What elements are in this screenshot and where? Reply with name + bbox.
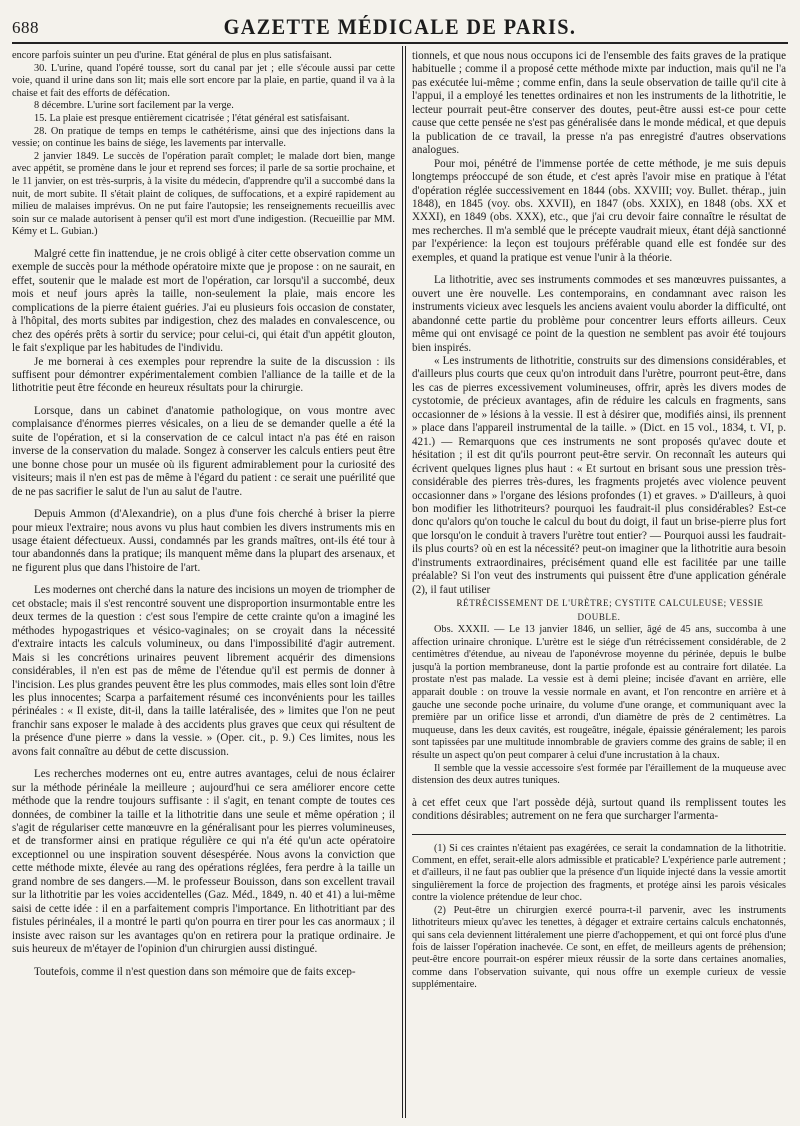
page-header	[12, 12, 788, 40]
left-column	[12, 50, 395, 1120]
page-number: 688	[12, 18, 39, 37]
left-column-paragraph: 2 janvier 1849. Le succès de l'opération paraît complet; le malade dort bien, mange avec appétit, se promène dans le jour et reprend ses forces; il parle de sa sortie prochaine, et le 11 janvier, on est très-surpris, à la visite du médecin, d'apprendre qu'il a succombé dans la nuit, de mort subite. Il s'était plaint de coliques, de suffocations, et a expiré rapidement au milieu de malaises imprévus. On ne put faire l'autopsie; les renseignements recueillis avec soin sur ce malade autorisent à penser qu'il est mort d'une indigestion. (Recueillie par MM. Kémy et L. Gubian.)	[12, 150, 395, 238]
left-column-paragraph: encore parfois suinter un peu d'urine. État général de plus en plus satisfaisant.	[12, 50, 332, 61]
left-column-paragraph: 30. L'urine, quand l'opéré tousse, sort du canal par jet ; elle s'écoule aussi par cette voie, quand il urine dans son lit; mais elle sort encore par la plaie, en partie, quand il va à la chaise et fait des efforts de défécation.	[12, 62, 395, 99]
left-column-paragraph: Lorsque, dans un cabinet d'anatomie pathologique, on vous montre avec complaisance d'énormes pierres vésicales, on a lieu de se demander quelle a été la suite de l'opération, et si la conservation de ce calcul intact n'a pas été en raison inverse de la conservation du malade. Songez à conserver les calculs entiers peut être une bonne chose pour un musée où ils figurent admirablement pour la curiosité des visiteurs; mais il n'en est pas de même à l'égard du patient : ce serait une puérilité que de ne pas sacrifier le salut de l'un au salut de l'autre.	[12, 404, 395, 498]
footnote-rule	[412, 834, 786, 835]
right-column-body	[412, 50, 786, 824]
right-column-paragraph: à cet effet ceux que l'art possède déjà, surtout quand ils remplissent toutes les conditions désirables; autrement on ne fera que surcharger l'armenta-	[412, 796, 786, 823]
footnote: (2) Peut-être un chirurgien exercé pourra-t-il parvenir, avec les instruments lithotriteurs mieux qu'avec les tenettes, à dégager et extraire certains calculs enchatonnés, qui sans cela deviennent littéralement une pierre d'achoppement, et qui ont forcé plus d'une fois de laisser l'opération inachevée. Ce sont, en effet, de meilleurs agents de préhension; peut-être encore pourrait-on espérer mieux réussir de la sorte dans certaines anomalies, comme dans l'observation suivante, qui nous offre un exemple curieux de vessie supplémentaire.	[412, 904, 786, 991]
right-column-paragraph: tionnels, et que nous nous occupons ici de l'ensemble des faits graves de la pratique habituelle ; comme il a proposé cette méthode mixte par induction, mais qu'il ne l'a pas exécutée lui-même ; comme enfin, dans la seule observation de taille qu'il cite à l'appui, il a employé les tenettes ordinaires et non les instruments de la lithotritie, le lecteur pourrait peut-être conserver des doutes, peut-être aussi est-ce pour cette cause que cette pensée ne s'est pas généralisée dans le monde médical, et que depuis la publication de ce travail, la presse n'a pas enregistré d'autres observations analogues.	[412, 50, 786, 157]
footnotes	[412, 843, 786, 992]
left-column-paragraph: Je me bornerai à ces exemples pour reprendre la suite de la discussion : ils suffisent pour démontrer expérimentalement combien l'alliance de la taille et de la lithotritie peut être féconde en heureux résultats pour la chirurgie.	[12, 355, 395, 395]
right-column-paragraph: « Les instruments de lithotritie, construits sur des dimensions considérables, et d'ailleurs plus courts que ceux qu'on introduit dans l'urètre, pourront peut-être, dans les cas de pierres excessivement volumineuses, offrir, après les divers modes de cystotomie, de précieux avantages, afin de réduire les calculs en fragments, sans occasionner de » lésions à la vessie. Il est à désirer que, modifiés ainsi, ils prennent » place dans l'appareil instrumental de la taille. » (Dict. en 15 vol., 1834, t. VI, p. 421.) — Remarquons que ces instruments ne sont proposés qu'avec doute et hésitation ; il est dit qu'ils pourront peut-être servir. On reconnaît les auteurs qui écrivent quelques lignes plus haut : « Et surtout en brisant sous une pression très-considérable des pierres très-dures, les fragments projetés avec violence peuvent occasionner dans » l'organe des lésions profondes (1) et graves. » D'ailleurs, à quoi bon modifier les lithotriteurs? pourquoi les faudrait-il plus considérables? Est-ce donc qu'alors qu'on touche le calcul du bout du doigt, il faut un brise-pierre plus fort que lorsqu'on le conduit à travers l'urètre tout entier? — Pourquoi aussi les faudrait-ils plus courts? où en est la nécessité? peut-on imaginer que la lithotritie aura besoin d'instruments extraordinaires, précisément quand elle est facilitée par une taille préalable? Si l'on veut des instruments qui puissent être d'une application générale (2), il faut utiliser	[412, 354, 786, 596]
column-divider	[402, 46, 406, 1118]
left-column-paragraph: Toutefois, comme il n'est question dans son mémoire que de faits excep-	[34, 965, 356, 978]
right-column-paragraph: Il semble que la vessie accessoire s'est formée par l'éraillement de la muqueuse avec distension des deux autres tuniques.	[412, 762, 786, 787]
left-column-paragraph: 8 décembre. L'urine sort facilement par la verge.	[34, 100, 234, 112]
left-column-paragraph: Les modernes ont cherché dans la nature des incisions un moyen de triompher de cet obstacle; mais il s'est rencontré souvent une disproportion insurmontable entre les deux termes de la question : c'est sous l'empire de cette crainte qu'on a imaginé les méthodes hypogastriques et vésico-vaginales; on se croyait dans la nécessité d'extraire intacts les calculs volumineux, ou dans l'impossibilité d'agir autrement. Mais si les concrétions urinaires peuvent librement acquérir des dimensions considérables, il n'en est pas de même de l'étendue qu'il est permis de donner à l'incision. Les plus grandes peuvent être les plus commodes, mais elles sont loin d'être les plus innocentes; Scarpa a parfaitement résumé ces inconvénients pour les tailles périnéales : « Il existe, dit-il, dans la taille latéralisée, des » limites que l'on ne peut franchir sans exposer le malade à des accidents plus graves que ceux qui résultent de la présence d'une pierre » dans la vessie. » (Oper. cit., p. 9.) Ces limites, nous les avons fait connaître au début de cette discussion.	[12, 584, 395, 758]
left-column-paragraph: Les recherches modernes ont eu, entre autres avantages, celui de nous éclairer sur la méthode périnéale la meilleure ; aujourd'hui ce sera améliorer encore cette méthode que la rendre toujours suffisante : il s'agit, en tenant compte de toutes ces données, de combiner la taille et la lithotritie dans une seule et même opération ; il s'agit de régulariser cette manœuvre en la généralisant pour les pierres volumineuses, et de transformer ainsi en pratique régulière ce qui n'a été qu'un acte opératoire exceptionnel ou une inspiration souvent désespérée. Nous avons la conviction que cette méthode mixte, élevée au rang des opérations réglées, fera perdre à la taille un grand nombre de ses dangers.—M. le professeur Bouisson, dans son excellent travail sur la lithotritie par les voies accidentelles (Gaz. Méd., 1849, n. 40 et 41) a lui-même saisi de cette idée : il en a parfaitement compris l'importance. En lithotritiant par des fistules périnéales, il a montré le parti qu'on pourra en tirer pour les cas anormaux ; il insiste avec raison sur les avantages qu'on en retirera pour la pratique ordinaire. Je suis heureux de m'étayer de l'opinion d'un chirurgien aussi distingué.	[12, 768, 395, 956]
masthead-title: GAZETTE MÉDICALE DE PARIS.	[223, 14, 577, 39]
left-column-paragraph: Malgré cette fin inattendue, je ne crois obligé à citer cette observation comme un exemple de succès pour la méthode opératoire mixte que je propose : on ne saurait, en effet, soutenir que le malade est mort de l'opération, car lorsqu'il a succombé, deux mois et neuf jours après la taille, non-seulement la plaie, mais encore les complications de la pierre étaient guéries. J'ai eu plusieurs fois occasion de constater, à l'hôpital, des morts subites par indigestion, chez des malades en convalescence, ou chez des opérés prêts à sortir du service; pour celui-ci, qui était d'un appétit glouton, le fait s'explique par les habitudes de l'individu.	[12, 247, 395, 355]
right-column-paragraph: La lithotritie, avec ses instruments commodes et ses manœuvres puissantes, a ouvert une ère nouvelle. Les contemporains, en condamnant avec raison les instruments vicieux avec lesquels les anciens avaient voulu aborder la difficulté, ont abandonné cette partie du problème pour concentrer leurs efforts ailleurs. Ceux même qui ont envisagé ce point de la question ne semblent pas avoir été toujours bien inspirés.	[412, 274, 786, 354]
left-column-paragraph: Depuis Ammon (d'Alexandrie), on a plus d'une fois cherché à briser la pierre pour mieux l'extraire; nous avons vu plus haut combien les divers instruments mis en usage étaient défectueux. Aussi, condamnés par les grands maîtres, ont-ils été tour à tour abandonnés dans la pratique; ils manquent même dans la plupart des arsenaux, et ne figurent plus que dans l'histoire de l'art.	[12, 508, 395, 574]
header-rule	[12, 42, 788, 44]
right-column-paragraph: Obs. XXXII. — Le 13 janvier 1846, un sellier, âgé de 45 ans, succomba à une affection urinaire chronique. L'urètre est le siége d'un rétrécissement considérable, de 2 centimètres d'étendue, au niveau de l'aponévrose moyenne du périnée, depuis le bulbe jusqu'à la portion membraneuse, dont la partie profonde est au contraire fort dilatée. La prostate n'est pas malade. La vessie est à demi pleine; incisée d'avant en arrière, elle apparait double : on trouve la vessie normale en avant, et l'on rencontre en arrière et à gauche une seconde poche urinaire, du volume d'une orange, et communiquant avec la première par un orifice lisse et arrondi, d'un diamètre de près de 2 centimètres. La muqueuse, dans les deux cavités, est rougeâtre, inégale, épaissie généralement; les parois sont tapissées par une multitude innombrable de graviers comme des grains de sable; il en résulte un aspect qu'on peut comparer à celui d'une incrustation à la chaux.	[412, 624, 786, 761]
left-column-paragraph: 15. La plaie est presque entièrement cicatrisée ; l'état général est satisfaisant.	[34, 112, 350, 124]
section-subheading: RÉTRÉCISSEMENT DE L'URÈTRE; CYSTITE CALCULEUSE; VESSIE DOUBLE.	[456, 598, 764, 622]
right-column-paragraph: Pour moi, pénétré de l'immense portée de cette méthode, je me suis depuis longtemps préoccupé de son étude, et c'est après l'avoir mise en pratique à l'état d'opération réglée successivement en 1844 (obs. XXVIII; voy. Bullet. thérap., juin 1848), en 1845 (voy. obs. XXVII), en 1847 (obs. XXIX), en 1848 (obs. XX et XXXI), en 1849 (obs. XXX), etc., que j'ai cru devoir faire connaître le résultat de mes recherches. Il m'a semblé que le précepte vaudrait mieux, étant déjà sanctionné par l'expérience: la leçon est toujours préférable quand elle est fondée sur des exemples, et quand la pratique est venue l'unir à la théorie.	[412, 157, 786, 264]
left-column-paragraph: 28. On pratique de temps en temps le cathétérisme, ainsi que des injections dans la vessie; on continue les bains de siége, les lavements par intervalle.	[12, 125, 395, 150]
right-column	[412, 50, 786, 1120]
footnote: (1) Si ces craintes n'étaient pas exagérées, ce serait la condamnation de la lithotritie. Comment, en effet, serait-elle alors admissible et praticable? L'expérience parle autrement ; et d'ailleurs, il ne faut pas oublier que la présence d'un liquide injecté dans la vessie amortit singulièrement la force de projection des fragments, et protége ainsi les parois vésicales contre la violence prétendue de leur choc.	[412, 842, 786, 904]
